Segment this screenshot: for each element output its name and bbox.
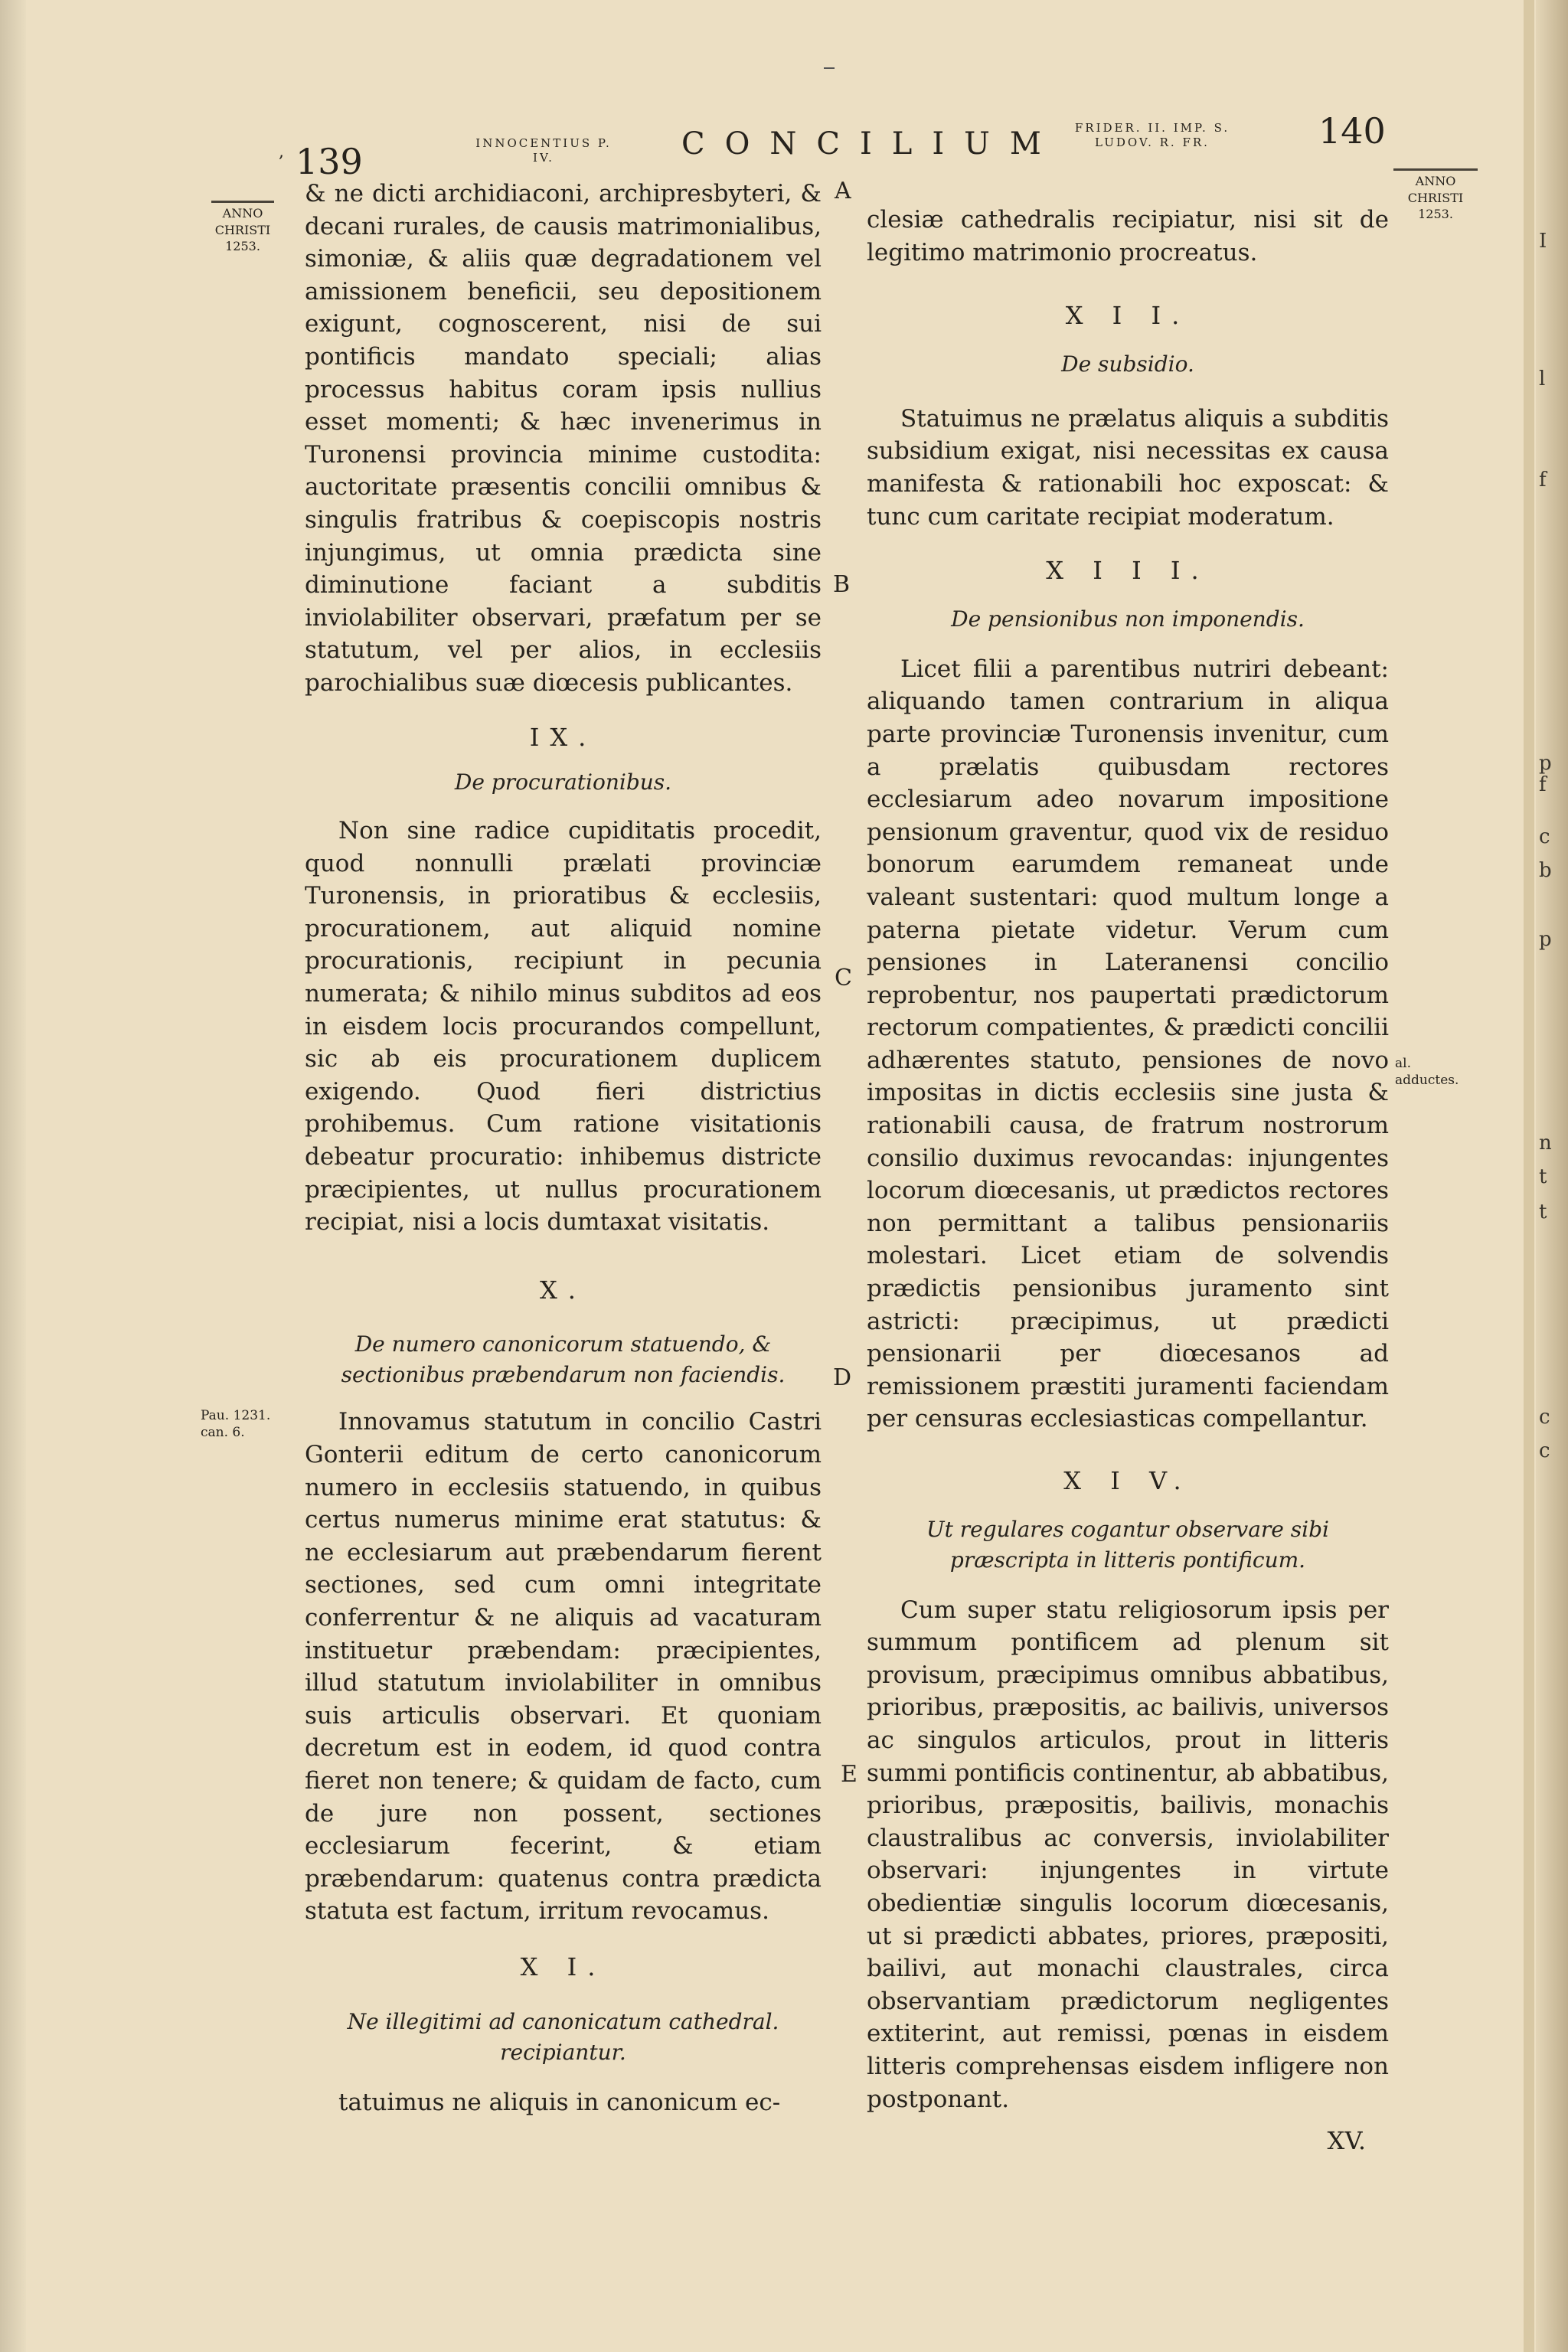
section-11-text: tatuimus ne aliquis in canonicum ec- — [338, 2088, 781, 2116]
section-10-text: Innovamus statutum in concilio Castri Gonterii editum de certo canonicorum numero in ecclesiis statuendo, in quibus certus numerus minime erat statutus: & ne ecclesiarum aut præbendarum fierent sectiones, sed cum omni integritate conferrentur & ne aliquis ad vacaturam instituetur præbendam: præcipientes, illud statutum inviolabiliter in omnibus suis articulis observari. Et quoniam decretum est in eodem, id quod contra fieret non tenere; & quidam de facto, cum de jure non possent, sectiones ecclesiarum fecerint, & etiam præbendarum: quatenus contra prædicta statuta est factum, irritum revocamus. — [305, 1408, 822, 1926]
facing-page-fragment: l — [1539, 368, 1546, 390]
header-ornament: , — [279, 142, 284, 162]
facing-page-fragment: p — [1539, 752, 1552, 775]
catchword: XV. — [1327, 2126, 1366, 2156]
margin-year-right — [1393, 168, 1478, 223]
facing-page-fragment: n — [1539, 1132, 1552, 1155]
section-13-text: Licet filii a parentibus nutriri debeant: aliquando tamen contrarium in aliqua parte provinciæ Turonensis invenitur, cum a prælatis quibusdam rectores ecclesiarum adeo novarum impositione pensionum graventur, quod vix de residuo bonorum earumdem remaneat unde valeant sustentari: quod multum longe a paterna pietate videtur. Verum cum pensiones in Lateranensi concilio reprobentur, nos paupertati prædictorum rectorum compatientes, & prædicti concilii adhærentes statuto, pensiones de novo impositas in dictis ecclesiis sine justa & rationabili causa, de fratrum nostrorum consilio duximus revocandas: injungentes locorum diœcesanis, ut prædictos rectores non permittant a talibus pensionariis molestari. Licet etiam de solvendis prædictis pensionibus juramento sint astricti: præcipimus, ut prædicti pensionarii per diœcesanos ad remissionem præstiti juramenti faciendam per censuras ecclesiasticas compellantur. — [867, 655, 1389, 1433]
section-14-number: X I V. — [1063, 1466, 1192, 1495]
section-10-number: X. — [540, 1275, 586, 1305]
section-14-text: Cum super statu religiosorum ipsis per summum pontificem ad plenum sit provisum, præcipimus omnibus abbatibus, prioribus, præpositis, ac bailivis, universos ac singulos articulos, prout in litteris summi pontificis continentur, ab abbatibus, prioribus, præpositis, bailivis, monachis claustralibus ac conversis, inviolabiliter observari: injungentes in virtute obedientiæ singulis locorum diœcesanis, ut si prædicti abbates, priores, præpositi, bailivi, aut monachi claustrales, circa observantiam prædictorum negligentes extiterint, aut remissi, pœnas in eisdem litteris comprehensas eisdem infligere non postponant. — [867, 1596, 1389, 2113]
section-9-title: De procurationibus. — [454, 769, 672, 795]
left-column — [305, 178, 822, 2118]
running-title: CONCILIUM — [681, 126, 1061, 162]
section-11-number: X I. — [520, 1952, 606, 1981]
section-10-title: De numero canonicorum statuendo, & sectionibus præbendarum non faciendis. — [341, 1331, 786, 1388]
page-number-left: 139 — [296, 141, 363, 182]
section-13-title: De pensionibus non imponendis. — [951, 606, 1305, 632]
margin-rule — [211, 201, 274, 203]
section-letter-b: B — [833, 571, 851, 598]
facing-page-fragment: f — [1539, 469, 1547, 492]
facing-page-fragment: c — [1539, 1439, 1550, 1462]
section-9-number: IX. — [529, 722, 597, 752]
facing-page-fragment: c — [1539, 1406, 1550, 1429]
margin-year-right-text: ANNO CHRISTI 1253. — [1407, 174, 1464, 222]
right-column — [867, 204, 1389, 2158]
section-12-text: Statuimus ne prælatus aliquis a subditis subsidium exigat, nisi necessitas ex causa manifesta & rationabili hoc exposcat: & tunc cum caritate recipiat moderatum. — [867, 404, 1389, 531]
section-letter-d: D — [833, 1364, 852, 1391]
section-12-title: De subsidio. — [1061, 351, 1194, 377]
section-letter-e: E — [841, 1761, 858, 1788]
section-12-number: X I I. — [1065, 301, 1191, 331]
section-14-title: Ut regulares cogantur observare sibi præscripta in litteris pontificum. — [926, 1516, 1329, 1573]
right-intro-paragraph: clesiæ cathedralis recipiatur, nisi sit de legitimo matrimonio procreatus. — [867, 206, 1389, 266]
facing-page-fragment: I — [1539, 230, 1547, 253]
top-tick-mark — [824, 67, 835, 69]
facing-page-fragment: b — [1539, 859, 1552, 882]
facing-page-fragment: f — [1539, 773, 1547, 796]
page-number-right: 140 — [1318, 110, 1386, 152]
section-13-number: X I I I. — [1046, 556, 1210, 586]
facing-page-fragment: t — [1539, 1165, 1547, 1188]
running-head-left: INNOCENTIUS P. IV. — [475, 136, 612, 165]
margin-note-left: Pau. 1231. can. 6. — [201, 1408, 271, 1441]
margin-year-left — [211, 201, 274, 255]
left-intro-paragraph: & ne dicti archidiaconi, archipresbyteri, & decani rurales, de causis matrimonialibus, simoniæ, & aliis quæ degradationem vel amissionem beneficii, seu depositionem exigunt, cognoscerent, nisi de sui pontificis mandato speciali; alias processus habitus coram ipsis nullius esset momenti; & hæc invenerimus in Turonensi provincia minime custodita: auctoritate præsentis concilii omnibus & singulis fratribus & coepiscopis nostris injungimus, ut omnia prædicta sine diminutione faciant a subditis inviolabiliter observari, præfatum per se statutum, vel per alios, in ecclesiis parochialibus suæ diœcesis publicantes. — [305, 180, 822, 697]
facing-page-fragment: t — [1539, 1200, 1547, 1223]
margin-rule — [1393, 168, 1478, 171]
running-head-right: FRIDER. II. IMP. S. LUDOV. R. FR. — [1074, 121, 1230, 149]
margin-note-right: al. adductes. — [1395, 1056, 1459, 1089]
facing-page-fragment: c — [1539, 825, 1550, 848]
section-9-text: Non sine radice cupiditatis procedit, quod nonnulli prælati provinciæ Turonensis, in prioratibus & ecclesiis, procurationem, aut aliquid nomine procurationis, recipiunt in pecunia numerata; & nihilo minus subditos ad eos in eisdem locis procurandos compellunt, sic ab eis procurationem duplicem exigendo. Quod fieri districtius prohibemus. Cum ratione visitationis debeatur procuratio: inhibemus districte præcipientes, ut nullus procurationem recipiat, nisi a locis dumtaxat visitatis. — [305, 817, 822, 1236]
section-letter-c: C — [835, 965, 852, 991]
facing-page-fragment: p — [1539, 928, 1552, 951]
margin-year-left-text: ANNO CHRISTI 1253. — [214, 206, 271, 254]
section-letter-a: A — [835, 178, 851, 204]
section-11-title: Ne illegitimi ad canonicatum cathedral. recipiantur. — [347, 2008, 779, 2065]
